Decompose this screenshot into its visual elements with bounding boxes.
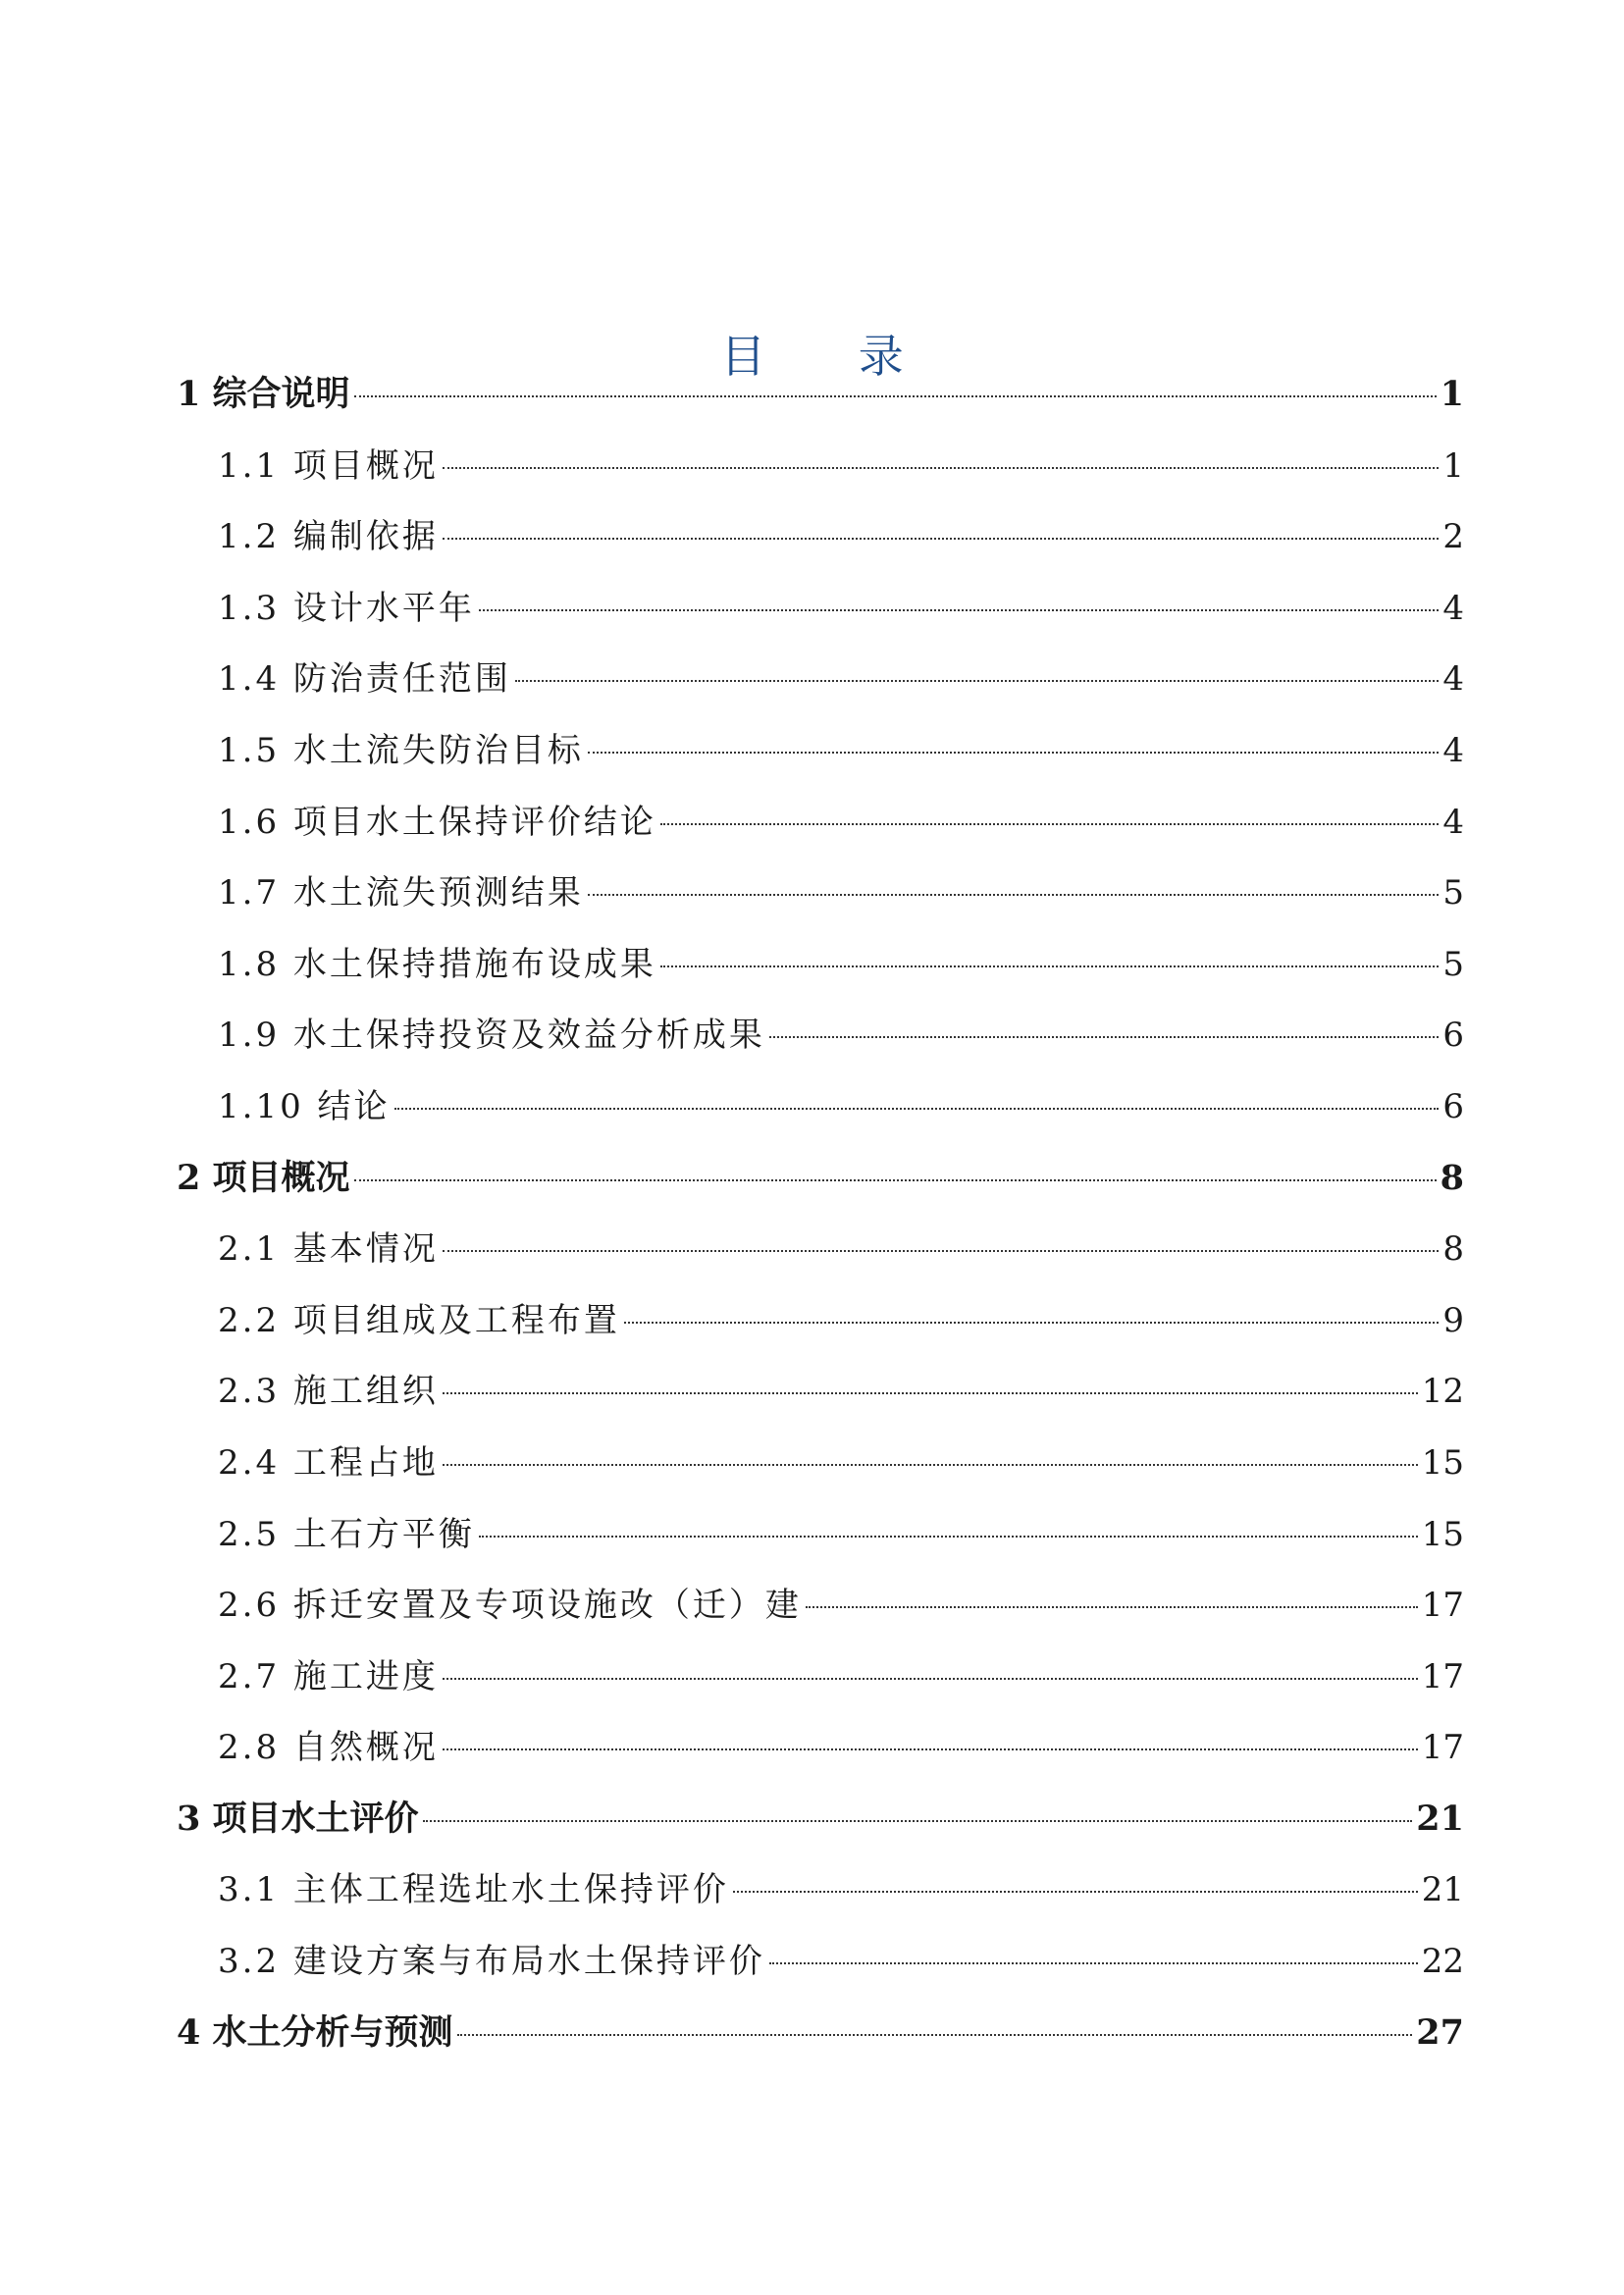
toc-dot-leader [624, 1322, 1439, 1324]
toc-chapter-entry[interactable] [177, 1784, 1464, 1855]
toc-page-number: 22 [1421, 1942, 1464, 1982]
toc-section-entry[interactable] [177, 715, 1464, 787]
toc-entry-label: 2.7 施工进度 [218, 1656, 439, 1696]
toc-section-entry[interactable] [177, 1356, 1464, 1428]
toc-section-entry[interactable] [177, 1712, 1464, 1784]
toc-entry-label: 4 水土分析与预测 [177, 2011, 453, 2053]
toc-entry-label: 2.2 项目组成及工程布置 [218, 1300, 620, 1340]
toc-section-entry[interactable] [177, 929, 1464, 1001]
toc-dot-leader [443, 1392, 1418, 1394]
toc-entry-label: 2.1 基本情况 [218, 1229, 439, 1270]
toc-page-number: 21 [1421, 1870, 1464, 1910]
toc-dot-leader [423, 1820, 1413, 1822]
toc-dot-leader [588, 894, 1439, 896]
toc-entry-label: 1.6 项目水土保持评价结论 [218, 802, 656, 842]
toc-dot-leader [733, 1891, 1418, 1893]
toc-section-entry[interactable] [177, 858, 1464, 929]
toc-entry-label: 3.1 主体工程选址水土保持评价 [218, 1870, 729, 1910]
toc-entry-label: 1.4 防治责任范围 [218, 659, 511, 700]
page-title: 目 录 [720, 329, 943, 383]
toc-page-number: 1 [1440, 374, 1464, 414]
toc-dot-leader [660, 823, 1439, 825]
toc-page-number: 17 [1421, 1586, 1464, 1626]
toc-entry-label: 3.2 建设方案与布局水土保持评价 [218, 1942, 765, 1982]
toc-section-entry[interactable] [177, 1926, 1464, 1998]
toc-page-number: 4 [1442, 659, 1464, 700]
toc-dot-leader [443, 467, 1439, 469]
toc-entry-label: 3 项目水土评价 [177, 1798, 419, 1839]
toc-chapter-entry[interactable] [177, 359, 1464, 431]
toc-page-number: 8 [1440, 1157, 1464, 1198]
toc-dot-leader [806, 1606, 1418, 1608]
toc-dot-leader [443, 538, 1439, 540]
toc-section-entry[interactable] [177, 1285, 1464, 1357]
toc-entry-label: 2.8 自然概况 [218, 1728, 439, 1768]
toc-page-number: 8 [1442, 1229, 1464, 1270]
toc-section-entry[interactable] [177, 1000, 1464, 1071]
toc-section-entry[interactable] [177, 1428, 1464, 1499]
toc-section-entry[interactable] [177, 573, 1464, 645]
toc-dot-leader [515, 680, 1439, 682]
toc-page-number: 4 [1442, 588, 1464, 628]
toc-entry-label: 1.9 水土保持投资及效益分析成果 [218, 1016, 765, 1056]
toc-dot-leader [443, 1250, 1439, 1252]
toc-entry-label: 1 综合说明 [177, 374, 350, 414]
toc-section-entry[interactable] [177, 1214, 1464, 1285]
toc-dot-leader [769, 1962, 1418, 1964]
toc-entry-label: 1.8 水土保持措施布设成果 [218, 944, 656, 984]
toc-page-number: 4 [1442, 802, 1464, 842]
toc-entry-label: 1.2 编制依据 [218, 517, 439, 557]
toc-section-entry[interactable] [177, 1642, 1464, 1713]
toc-page-number: 15 [1421, 1442, 1464, 1483]
toc-page-number: 12 [1421, 1372, 1464, 1412]
toc-page-number: 15 [1421, 1514, 1464, 1554]
toc-dot-leader [354, 395, 1437, 397]
toc-section-entry[interactable] [177, 1071, 1464, 1143]
toc-section-entry[interactable] [177, 1570, 1464, 1642]
toc-dot-leader [660, 965, 1439, 967]
toc-entry-label: 2.5 土石方平衡 [218, 1514, 475, 1554]
toc-page-number: 1 [1442, 445, 1464, 486]
toc-entry-label: 2.4 工程占地 [218, 1442, 439, 1483]
toc-dot-leader [769, 1036, 1439, 1038]
toc-entry-label: 2.3 施工组织 [218, 1372, 439, 1412]
toc-entry-label: 1.1 项目概况 [218, 445, 439, 486]
toc-section-entry[interactable] [177, 644, 1464, 715]
toc-entry-label: 1.5 水土流失防治目标 [218, 730, 584, 770]
toc-section-entry[interactable] [177, 431, 1464, 502]
toc-chapter-entry[interactable] [177, 1143, 1464, 1215]
toc-page-number: 5 [1442, 944, 1464, 984]
toc-entry-label: 1.10 结论 [218, 1086, 391, 1126]
toc-page-number: 17 [1421, 1728, 1464, 1768]
toc-dot-leader [443, 1464, 1418, 1466]
toc-page-number: 2 [1442, 517, 1464, 557]
table-of-contents [177, 359, 1464, 2068]
toc-page-number: 5 [1442, 873, 1464, 913]
toc-dot-leader [479, 609, 1439, 611]
toc-page-number: 9 [1442, 1300, 1464, 1340]
toc-page-number: 6 [1442, 1086, 1464, 1126]
toc-page-number: 4 [1442, 730, 1464, 770]
toc-dot-leader [394, 1108, 1440, 1110]
toc-section-entry[interactable] [177, 1854, 1464, 1926]
toc-entry-label: 2.6 拆迁安置及专项设施改（迁）建 [218, 1586, 802, 1626]
toc-page-number: 17 [1421, 1656, 1464, 1696]
toc-dot-leader [354, 1179, 1437, 1181]
toc-section-entry[interactable] [177, 787, 1464, 859]
toc-dot-leader [479, 1536, 1418, 1538]
toc-entry-label: 1.7 水土流失预测结果 [218, 873, 584, 913]
toc-dot-leader [457, 2034, 1413, 2036]
toc-page-number: 6 [1442, 1016, 1464, 1056]
toc-dot-leader [443, 1748, 1418, 1750]
toc-page-number: 21 [1416, 1798, 1464, 1839]
toc-page-number: 27 [1416, 2011, 1464, 2053]
toc-chapter-entry[interactable] [177, 1998, 1464, 2069]
toc-dot-leader [588, 752, 1439, 754]
toc-section-entry[interactable] [177, 501, 1464, 573]
toc-entry-label: 1.3 设计水平年 [218, 588, 475, 628]
toc-dot-leader [443, 1678, 1418, 1680]
toc-entry-label: 2 项目概况 [177, 1157, 350, 1198]
toc-section-entry[interactable] [177, 1499, 1464, 1571]
